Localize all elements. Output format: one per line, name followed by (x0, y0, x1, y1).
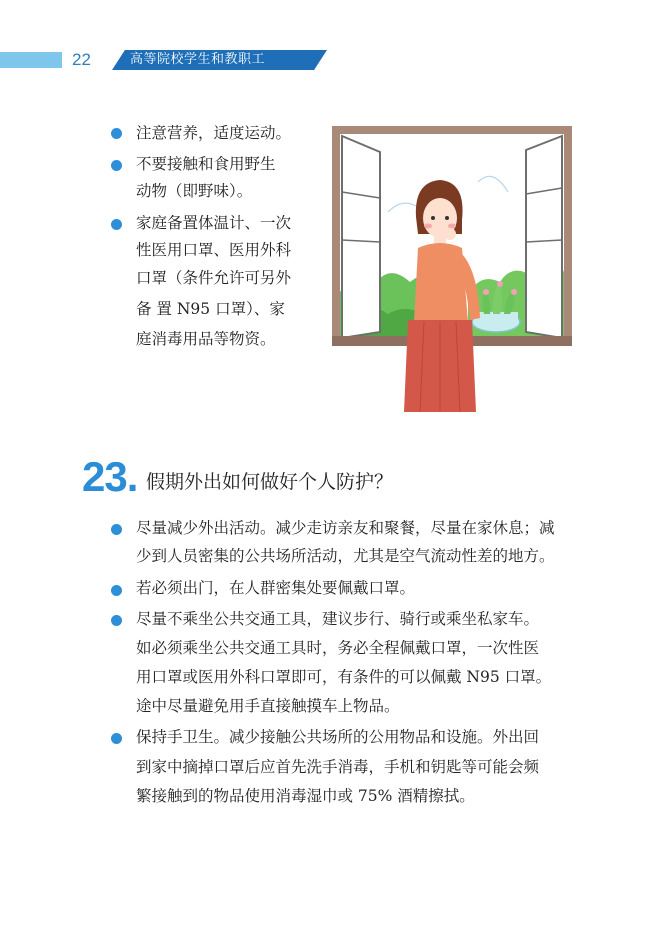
top-list-item-2-line-2: 动物（即野味）。 (136, 182, 253, 200)
main-list-item-2-line-1: 若必须出门，在人群密集处要佩戴口罩。 (136, 579, 416, 597)
bullet-icon (111, 219, 122, 230)
top-list-item-3-line-2: 性医用口罩、医用外科 (136, 241, 292, 259)
bullet-icon (111, 160, 122, 171)
top-list-item-3-line-3: 口罩（条件允许可另外 (136, 269, 292, 287)
main-list-item-1-line-2: 少到人员密集的公共场所活动，尤其是空气流动性差的地方。 (136, 547, 555, 565)
section-number: 23. (82, 453, 138, 500)
bullet-icon (111, 615, 122, 626)
top-list-item-3-line-5: 庭消毒用品等物资。 (136, 330, 276, 348)
top-list-item-3-line-1: 家庭备置体温计、一次 (136, 214, 292, 232)
main-list-item-4-line-3: 繁接触到的物品使用消毒湿巾或 75% 酒精擦拭。 (136, 787, 475, 805)
main-list-item-3-line-2: 如必须乘坐公共交通工具时，务必全程佩戴口罩，一次性医 (136, 639, 540, 657)
main-list-item-4-line-1: 保持手卫生。减少接触公共场所的公用物品和设施。外出回 (136, 728, 540, 746)
main-list-item-3-line-1: 尽量不乘坐公共交通工具，建议步行、骑行或乘坐私家车。 (136, 610, 540, 628)
top-list-item-2-line-1: 不要接触和食用野生 (136, 155, 276, 173)
header-stripe (0, 52, 62, 68)
top-list-item-1-line-1: 注意营养，适度运动。 (136, 124, 292, 142)
main-list-item-4-line-2: 到家中摘掉口罩后应首先洗手消毒，手机和钥匙等可能会频 (136, 758, 540, 776)
main-list-item-3-line-4: 途中尽量避免用手直接触摸车上物品。 (136, 697, 400, 715)
top-list-item-3-line-4: 备 置 N95 口罩）、家 (136, 300, 285, 318)
girl-at-window-illustration (328, 122, 578, 412)
page-number: 22 (72, 50, 91, 69)
bullet-icon (111, 585, 122, 596)
bullet-icon (111, 128, 122, 139)
main-list-item-3-line-3: 用口罩或医用外科口罩即可，有条件的可以佩戴 N95 口罩。 (136, 668, 552, 686)
bullet-icon (111, 733, 122, 744)
bullet-icon (111, 524, 122, 535)
main-list-item-1-line-1: 尽量减少外出活动。减少走访亲友和聚餐，尽量在家休息；减 (136, 519, 555, 537)
section-title: 假期外出如何做好个人防护？ (146, 471, 394, 493)
header-section-title: 高等院校学生和教职工 (130, 52, 266, 67)
